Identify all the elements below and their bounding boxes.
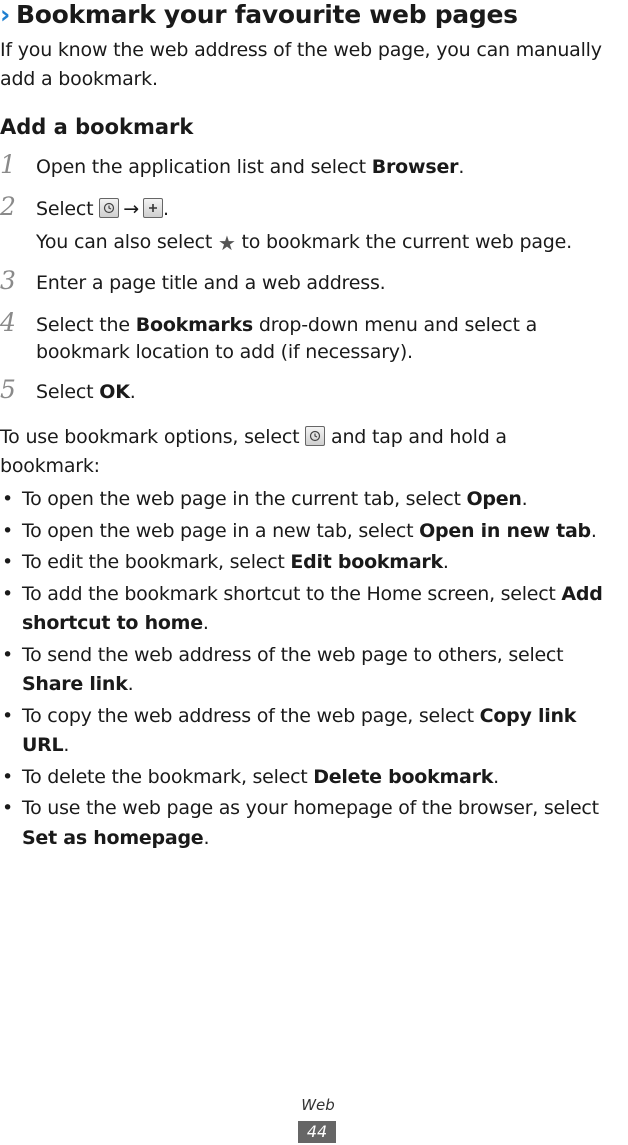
- arrow: →: [123, 198, 139, 220]
- option-name: Add shortcut to home: [22, 582, 603, 634]
- list-item: [0, 794, 628, 853]
- bullet-icon: •: [2, 551, 13, 573]
- page-title: [0, 0, 628, 30]
- list-item-punct: .: [521, 488, 528, 510]
- bullet-icon: •: [2, 643, 13, 666]
- list-item-text: To send the web address of the web page to others, select: [22, 643, 564, 666]
- step-text: Open the application list and select: [36, 156, 372, 178]
- bookmark-options-list: [0, 485, 628, 855]
- bullet-icon: •: [2, 488, 13, 510]
- bullet-icon: •: [2, 797, 13, 819]
- list-item-text: To open the web page in the current tab, select: [22, 488, 467, 510]
- step-text: Enter a page title and a web address.: [36, 272, 386, 294]
- step-5: [0, 375, 628, 406]
- list-item-punct: .: [442, 551, 449, 573]
- list-item: [0, 517, 628, 547]
- list-item-punct: .: [590, 519, 597, 542]
- step-punct: .: [458, 156, 465, 178]
- step-2: [0, 192, 628, 257]
- step-note-text: to bookmark the current web page.: [235, 231, 572, 253]
- step-number: 1: [0, 150, 16, 179]
- list-item: [0, 702, 628, 761]
- step-punct: .: [129, 381, 136, 403]
- step-text: drop-down menu and select a: [253, 314, 538, 336]
- bullet-icon: •: [2, 765, 13, 788]
- options-intro: [0, 423, 600, 481]
- footer-section: Web: [301, 1096, 335, 1114]
- page-title-text: Bookmark your favourite web pages: [16, 0, 518, 29]
- step-text: Select: [36, 381, 100, 403]
- bullet-icon: •: [2, 582, 13, 605]
- list-item-text: To use the web page as your homepage of the browser, select: [22, 797, 599, 819]
- list-item: [0, 641, 628, 700]
- option-name: Edit bookmark: [290, 551, 443, 573]
- options-intro-text: To use bookmark options, select: [0, 426, 306, 448]
- step-text: bookmark location to add (if necessary).: [36, 341, 413, 363]
- chevron-icon: ›: [0, 0, 11, 29]
- step-text: Select the: [36, 314, 136, 336]
- step-number: 4: [0, 308, 16, 337]
- option-name: Open: [466, 488, 522, 510]
- list-item-text: To copy the web address of the web page, select: [22, 704, 480, 727]
- step-4: [0, 308, 628, 366]
- list-item-text: To edit the bookmark, select: [22, 551, 291, 573]
- section-heading: Add a bookmark: [0, 115, 194, 139]
- step-number: 3: [0, 266, 16, 295]
- list-item-punct: .: [203, 826, 210, 849]
- list-item-punct: .: [63, 734, 70, 756]
- add-bookmark-icon: [143, 198, 163, 218]
- option-name: Delete bookmark: [313, 765, 494, 788]
- bullet-icon: •: [2, 519, 13, 542]
- step-3: [0, 266, 628, 297]
- list-item: [0, 763, 628, 793]
- list-item: [0, 485, 628, 515]
- list-item-punct: .: [127, 673, 134, 695]
- bookmarks-icon: [305, 426, 325, 446]
- bookmarks-icon: [99, 198, 119, 218]
- step-2-note: [36, 229, 628, 257]
- step-note-text: You can also select: [36, 231, 218, 253]
- option-name: Set as homepage: [22, 826, 204, 849]
- option-name: Open in new tab: [419, 519, 591, 542]
- step-bold: Browser: [371, 156, 459, 178]
- step-text: Select: [36, 198, 100, 220]
- intro-text: If you know the web address of the web page, you can manually add a bookmark.: [0, 39, 602, 90]
- page-number: 44: [298, 1121, 336, 1143]
- step-1: [0, 150, 628, 181]
- options-intro-text: and tap and hold a bookmark:: [0, 426, 507, 477]
- list-item: [0, 548, 628, 578]
- list-item-text: To open the web page in a new tab, select: [22, 519, 420, 542]
- step-bold: Bookmarks: [135, 314, 254, 336]
- step-number: 5: [0, 375, 16, 404]
- list-item-punct: .: [493, 765, 499, 788]
- bullet-icon: •: [2, 704, 13, 727]
- list-item-text: To delete the bookmark, select: [22, 765, 314, 788]
- step-number: 2: [0, 192, 16, 221]
- list-item: [0, 580, 628, 639]
- option-name: Copy link URL: [22, 704, 577, 756]
- star-icon: ★: [217, 231, 236, 255]
- list-item-text: To add the bookmark shortcut to the Home screen, select: [22, 582, 562, 605]
- option-name: Share link: [22, 673, 128, 695]
- step-bold: OK: [99, 381, 130, 403]
- step-punct: .: [163, 198, 169, 220]
- list-item-punct: .: [202, 612, 209, 634]
